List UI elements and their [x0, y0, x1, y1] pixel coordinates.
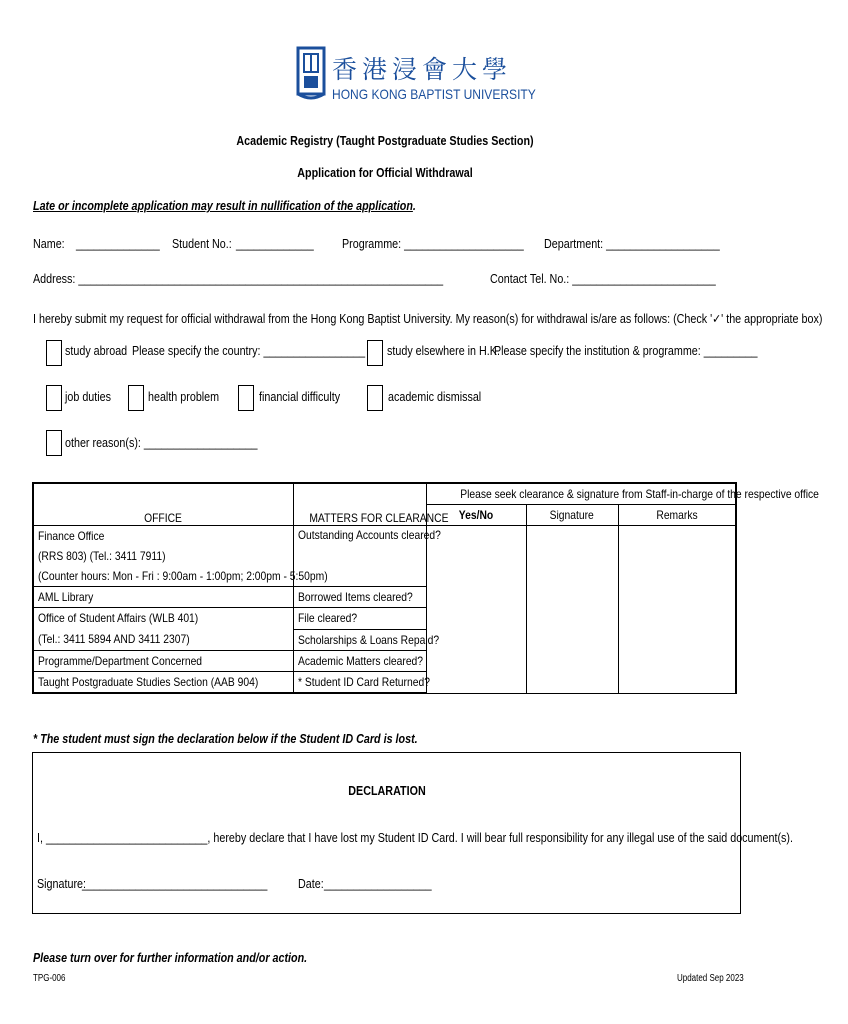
health-problem-checkbox[interactable]	[128, 385, 144, 411]
study-hk-checkbox[interactable]	[367, 340, 383, 366]
osa-matter-file-cell: File cleared?	[293, 608, 426, 630]
institution-field[interactable]: Please specify the institution & programme: _________	[494, 344, 758, 358]
tpss-matter-cell: * Student ID Card Returned?	[293, 672, 426, 694]
student-no-field[interactable]: _____________	[236, 237, 314, 251]
programme-matter-cell: Academic Matters cleared?	[293, 651, 426, 672]
declaration-title: DECLARATION	[348, 784, 426, 798]
declaration-statement	[37, 831, 793, 845]
study-abroad-checkbox[interactable]	[46, 340, 62, 366]
declaration-text: , hereby declare that I have lost my Student ID Card. I will bear full responsibility for any illegal use of the said document(s).	[207, 831, 793, 845]
withdrawal-statement: I hereby submit my request for official withdrawal from the Hong Kong Baptist University. My reason(s) for withdrawal is/are as follows: (Check '✓' the appropriate box)	[33, 312, 823, 326]
turn-over-note: Please turn over for further information and/or action.	[33, 951, 308, 965]
osa-office-cell: Office of Student Affairs (WLB 401) (Tel.: 3411 5894 AND 3411 2307)	[33, 608, 293, 651]
form-title: Application for Official Withdrawal	[297, 166, 473, 180]
yes-no-input-cell[interactable]	[426, 526, 526, 694]
table-instruction-row	[33, 483, 736, 505]
declaration-i: I,	[37, 831, 43, 845]
logo-chinese-name: 香港浸會大學	[332, 55, 513, 84]
date-field[interactable]: __________________	[324, 877, 432, 891]
tpss-office-cell: Taught Postgraduate Studies Section (AAB 904)	[33, 672, 293, 694]
academic-dismissal-label: academic dismissal	[388, 390, 482, 404]
signature-field[interactable]: _______________________________	[82, 877, 268, 891]
country-field[interactable]: Please specify the country: _________________	[132, 344, 366, 358]
remarks-column-header: Remarks	[618, 505, 736, 526]
academic-dismissal-checkbox[interactable]	[367, 385, 383, 411]
other-reasons-checkbox[interactable]	[46, 430, 62, 456]
declarant-name-field[interactable]: ___________________________	[45, 831, 208, 845]
signature-input-cell[interactable]	[526, 526, 618, 694]
registry-heading: Academic Registry (Taught Postgraduate Studies Section)	[236, 134, 534, 148]
late-application-warning	[33, 199, 416, 213]
osa-matter-scholarship-cell: Scholarships & Loans Repaid?	[293, 629, 426, 651]
finance-office-cell: Finance Office (RRS 803) (Tel.: 3411 7911) (Counter hours: Mon - Fri : 9:00am - 1:00pm; 2:00pm - 5:50pm)	[33, 526, 293, 587]
student-no-label: Student No.:	[172, 237, 232, 251]
logo-english-name: HONG KONG BAPTIST UNIVERSITY	[332, 86, 536, 102]
address-field[interactable]: Address: _____________________________________________________________	[33, 272, 444, 286]
financial-difficulty-checkbox[interactable]	[238, 385, 254, 411]
office-column-header: OFFICE	[33, 483, 293, 526]
table-row	[33, 526, 736, 587]
signature-label: Signature:	[37, 877, 87, 891]
form-code: TPG-006	[33, 973, 66, 984]
contact-tel-field[interactable]: Contact Tel. No.: ________________________	[490, 272, 716, 286]
programme-office-cell: Programme/Department Concerned	[33, 651, 293, 672]
signature-column-header: Signature	[526, 505, 618, 526]
job-duties-checkbox[interactable]	[46, 385, 62, 411]
matters-column-header: MATTERS FOR CLEARANCE	[293, 483, 426, 526]
name-field[interactable]: ______________	[76, 237, 160, 251]
library-matter-cell: Borrowed Items cleared?	[293, 587, 426, 608]
yes-no-column-header: Yes/No	[426, 505, 526, 526]
finance-matter-cell: Outstanding Accounts cleared?	[293, 526, 426, 587]
job-duties-label: job duties	[65, 390, 112, 404]
study-abroad-label: study abroad	[65, 344, 128, 358]
university-crest-icon	[296, 46, 326, 102]
financial-difficulty-label: financial difficulty	[259, 390, 341, 404]
study-hk-label: study elsewhere in H.K.	[387, 344, 500, 358]
health-problem-label: health problem	[148, 390, 220, 404]
library-office-cell: AML Library	[33, 587, 293, 608]
department-field[interactable]: Department: ___________________	[544, 237, 720, 251]
clearance-instruction: Please seek clearance & signature from Staff-in-charge of the respective office	[426, 483, 736, 505]
updated-date: Updated Sep 2023	[677, 973, 744, 984]
programme-field[interactable]: Programme: ____________________	[342, 237, 524, 251]
id-card-note: * The student must sign the declaration below if the Student ID Card is lost.	[33, 732, 418, 746]
remarks-input-cell[interactable]	[618, 526, 736, 694]
warning-period: .	[412, 199, 416, 213]
date-label: Date:	[298, 877, 324, 891]
name-label: Name:	[33, 237, 65, 251]
warning-text: Late or incomplete application may result in nullification of the application	[33, 199, 413, 213]
clearance-table	[32, 482, 819, 694]
other-reasons-field[interactable]: other reason(s): ___________________	[65, 436, 258, 450]
